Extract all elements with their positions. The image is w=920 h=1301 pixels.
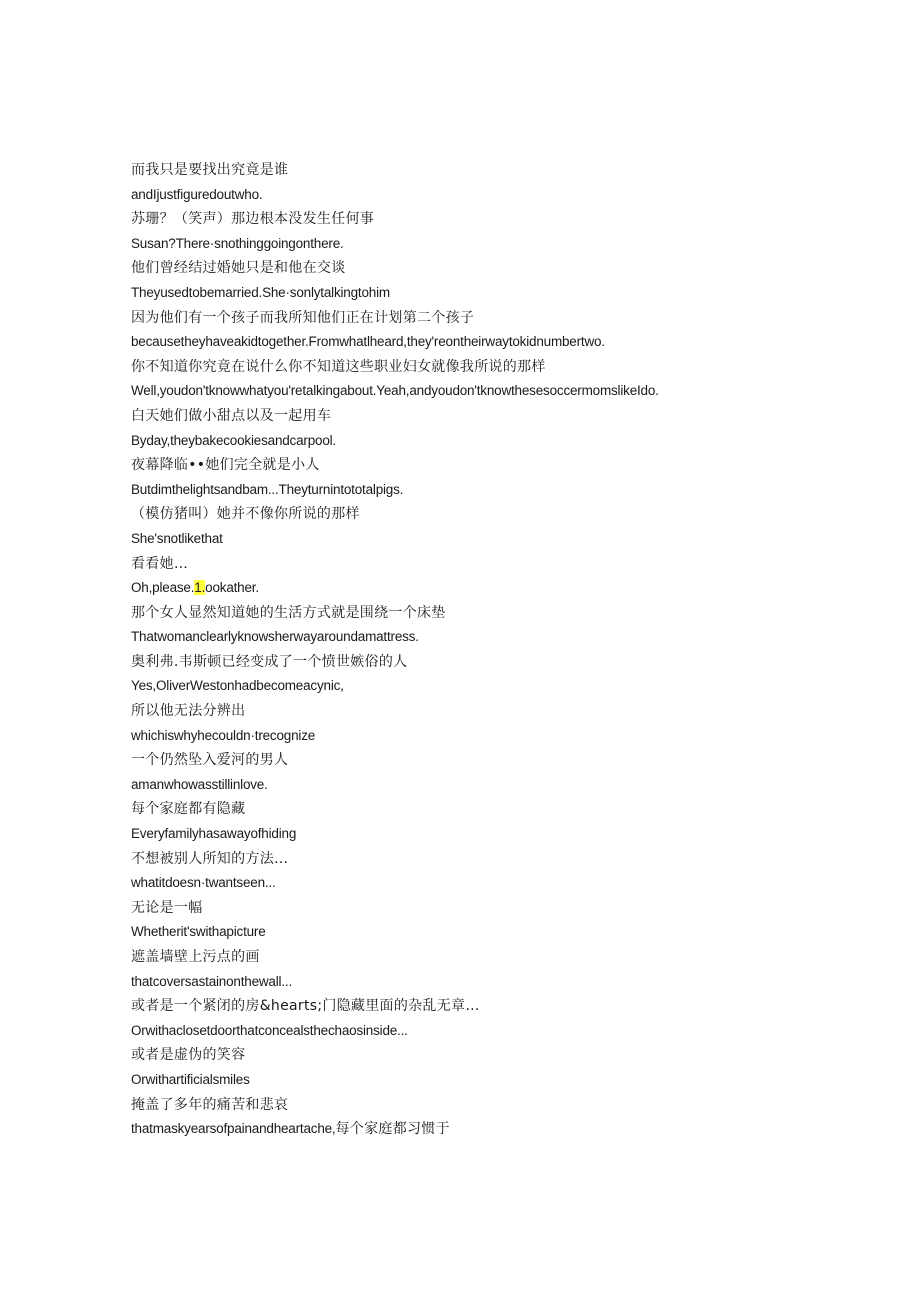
transcript-text: ookather. <box>205 580 259 596</box>
transcript-line-zh: 奥利弗.韦斯顿已经变成了一个愤世嫉俗的人 <box>131 653 408 670</box>
transcript-line-zh: 你不知道你究竟在说什么你不知道这些职业妇女就像我所说的那样 <box>131 358 546 375</box>
transcript-line-zh: （模仿猪叫）她并不像你所说的那样 <box>131 506 360 523</box>
transcript-line-en: whatitdoesn·twantseen... <box>131 875 276 891</box>
transcript-line-en: Whetherit'swithapicture <box>131 924 266 940</box>
transcript-line-en: thatcoversastainonthewall... <box>131 973 292 989</box>
transcript-text: thatmaskyearsofpainandheartache, <box>131 1121 336 1137</box>
transcript-line-en: Susan?There·snothinggoingonthere. <box>131 235 344 251</box>
transcript-line-en: Theyusedtobemarried.She·sonlytalkingtohim <box>131 284 390 300</box>
transcript-text-zh: 每个家庭都习惯于 <box>335 1121 450 1138</box>
transcript-line-en: Yes,OliverWestonhadbecomeacynic, <box>131 678 344 694</box>
transcript-line-zh: 或者是一个紧闭的房&hearts;门隐藏里面的杂乱无章… <box>131 998 480 1015</box>
transcript-line-zh: 一个仍然坠入爱河的男人 <box>131 752 289 769</box>
transcript-line-zh: 所以他无法分辨出 <box>131 703 246 720</box>
transcript-line-mixed <box>131 1117 891 1142</box>
transcript-line-en-highlighted <box>131 576 891 601</box>
transcript-line-en: She'snotlikethat <box>131 530 223 546</box>
transcript-line-en: amanwhowasstillinlove. <box>131 776 268 792</box>
subtitle-transcript <box>131 158 891 1142</box>
transcript-line-zh: 他们曾经结过婚她只是和他在交谈 <box>131 260 346 277</box>
transcript-line-zh: 因为他们有一个孩子而我所知他们正在计划第二个孩子 <box>131 309 475 326</box>
transcript-line-en: Orwithartificialsmiles <box>131 1071 250 1087</box>
transcript-line-zh: 看看她… <box>131 555 189 572</box>
transcript-line-zh: 那个女人显然知道她的生活方式就是围绕一个床垫 <box>131 604 446 621</box>
transcript-line-zh: 夜幕降临••她们完全就是小人 <box>131 457 320 474</box>
transcript-line-en: whichiswhyhecouldn·trecognize <box>131 727 316 743</box>
transcript-line-en: Thatwomanclearlyknowsherwayaroundamattress. <box>131 629 419 645</box>
transcript-line-en: Byday,theybakecookiesandcarpool. <box>131 432 336 448</box>
transcript-line-zh: 而我只是要找出究竟是谁 <box>131 162 289 178</box>
transcript-line-zh: 不想被别人所知的方法… <box>131 850 289 867</box>
transcript-line-en: Butdimthelightsandbam...Theyturnintototalpigs. <box>131 481 404 497</box>
transcript-line-en: andIjustfiguredoutwho. <box>131 186 263 202</box>
transcript-line-en: becausetheyhaveakidtogether.Fromwhatlheard,they'reontheirwaytokidnumbertwo. <box>131 334 605 350</box>
transcript-line-en: Orwithaclosetdoorthatconcealsthechaosinside... <box>131 1022 408 1038</box>
transcript-line-zh: 无论是一幅 <box>131 899 203 916</box>
transcript-line-en: Everyfamilyhasawayofhiding <box>131 826 297 842</box>
transcript-line-zh: 白天她们做小甜点以及一起用车 <box>131 407 332 424</box>
transcript-line-zh: 遮盖墙壁上污点的画 <box>131 949 260 965</box>
transcript-line-zh: 苏珊？（笑声）那边根本没发生任何事 <box>131 211 375 228</box>
transcript-line-zh: 每个家庭都有隐藏 <box>131 801 246 818</box>
transcript-text: Oh,please. <box>131 580 195 596</box>
transcript-line-en: Well,youdon'tknowwhatyou'retalkingabout.Yeah,andyoudon'tknowthesesoccermomslikeIdo. <box>131 383 659 399</box>
transcript-line-zh: 或者是虚伪的笑容 <box>131 1047 246 1064</box>
highlight-mark: 1. <box>194 580 206 596</box>
transcript-line-zh: 掩盖了多年的痛苦和悲哀 <box>131 1096 289 1113</box>
